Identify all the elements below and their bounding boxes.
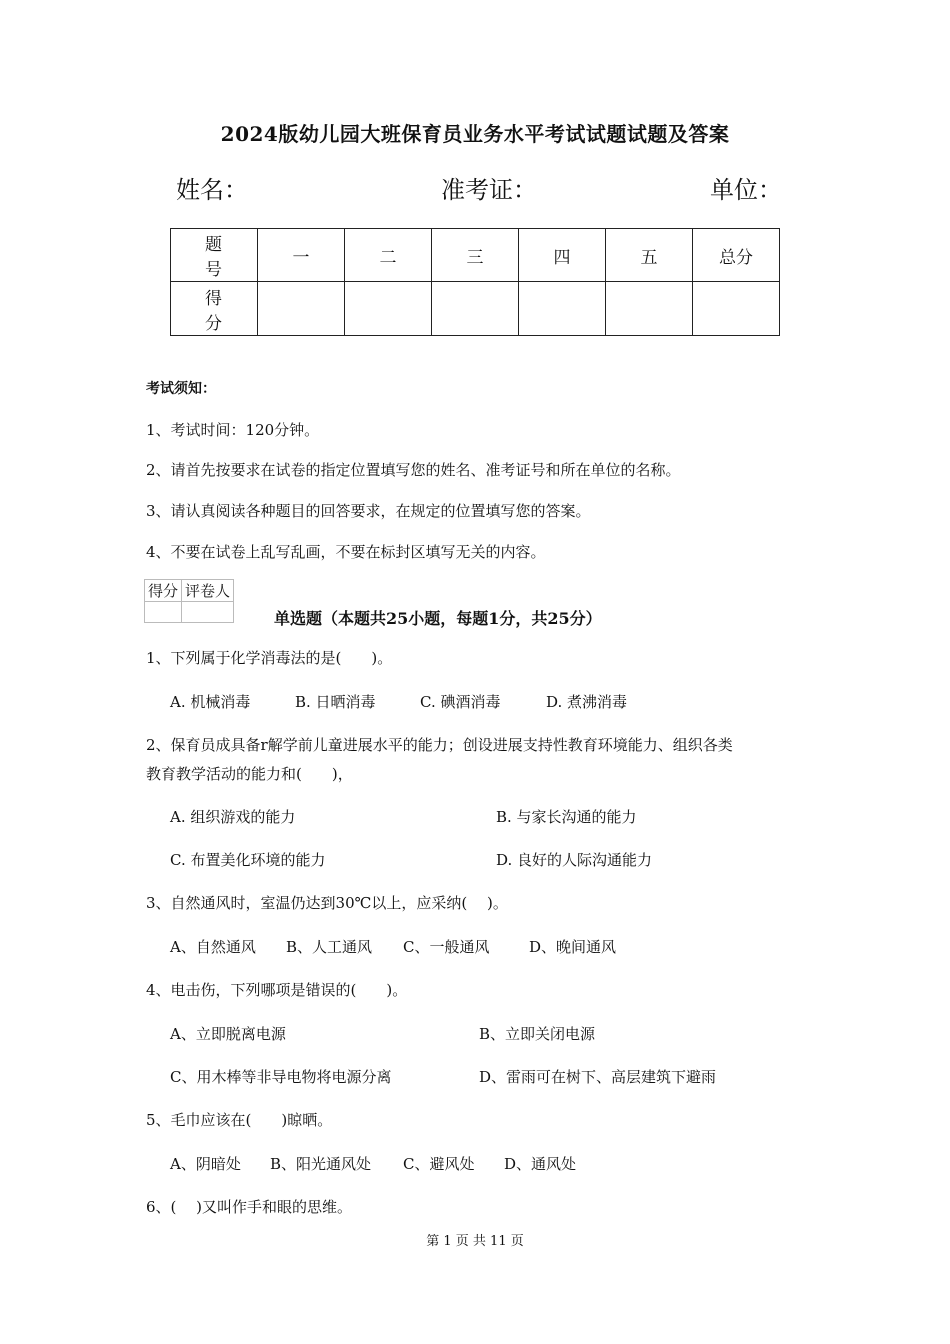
notes-title: 考试须知：	[146, 381, 216, 397]
note-item: 3、请认真阅读各种题目的回答要求，在规定的位置填写您的答案。	[146, 502, 591, 520]
score-col-1: 一	[258, 229, 345, 282]
name-label: 姓名：	[176, 176, 248, 204]
option-b[interactable]: B、人工通风	[286, 938, 373, 956]
note-item: 2、请首先按要求在试卷的指定位置填写您的姓名、准考证号和所在单位的名称。	[146, 461, 681, 479]
score-col-5: 五	[606, 229, 693, 282]
option-c[interactable]: C、避风处	[403, 1155, 475, 1173]
score-cell[interactable]	[606, 282, 693, 336]
grader-box	[144, 579, 234, 623]
score-col-total: 总分	[693, 229, 780, 282]
score-cell[interactable]	[345, 282, 432, 336]
option-d[interactable]: D、通风处	[504, 1155, 577, 1173]
score-col-4: 四	[519, 229, 606, 282]
grader-score-label: 得分	[145, 580, 182, 602]
score-table-header-row	[171, 229, 780, 282]
option-d[interactable]: D. 良好的人际沟通能力	[496, 851, 653, 869]
option-a[interactable]: A、自然通风	[170, 938, 256, 956]
grader-score-cell[interactable]	[145, 602, 182, 623]
score-cell[interactable]	[432, 282, 519, 336]
option-b[interactable]: B、立即关闭电源	[479, 1025, 596, 1043]
option-c[interactable]: C. 碘酒消毒	[420, 693, 501, 711]
question-number-label: 题 号	[171, 229, 258, 282]
option-c[interactable]: C、一般通风	[403, 938, 490, 956]
option-a[interactable]: A、阴暗处	[170, 1155, 241, 1173]
question-stem: 4、电击伤，下列哪项是错误的( )。	[146, 981, 408, 999]
score-label: 得 分	[171, 282, 258, 336]
score-col-2: 二	[345, 229, 432, 282]
score-cell[interactable]	[693, 282, 780, 336]
question-stem: 2、保育员成具备r解学前儿童进展水平的能力；创设进展支持性教育环境能力、组织各类	[146, 736, 733, 754]
note-item: 4、不要在试卷上乱写乱画，不要在标封区填写无关的内容。	[146, 543, 546, 561]
score-col-3: 三	[432, 229, 519, 282]
option-a[interactable]: A. 机械消毒	[170, 693, 251, 711]
option-b[interactable]: B. 日晒消毒	[295, 693, 376, 711]
note-item: 1、考试时间：120分钟。	[146, 421, 320, 439]
option-c[interactable]: C、用木棒等非导电物将电源分离	[170, 1068, 392, 1086]
option-a[interactable]: A、立即脱离电源	[170, 1025, 286, 1043]
exam-number-label: 准考证：	[441, 176, 537, 204]
section-title: 单选题（本题共25小题，每题1分，共25分）	[274, 609, 602, 628]
grader-reviewer-label: 评卷人	[182, 580, 234, 602]
option-b[interactable]: B. 与家长沟通的能力	[496, 808, 637, 826]
option-c[interactable]: C. 布置美化环境的能力	[170, 851, 326, 869]
option-b[interactable]: B、阳光通风处	[270, 1155, 372, 1173]
score-table-score-row	[171, 282, 780, 336]
question-stem-continued: 教育教学活动的能力和( )，	[146, 765, 353, 783]
option-d[interactable]: D、雷雨可在树下、高层建筑下避雨	[479, 1068, 717, 1086]
score-cell[interactable]	[258, 282, 345, 336]
grader-reviewer-cell[interactable]	[182, 602, 234, 623]
score-cell[interactable]	[519, 282, 606, 336]
unit-label: 单位：	[710, 176, 782, 204]
question-stem: 6、( )又叫作手和眼的思维。	[146, 1198, 353, 1216]
question-stem: 5、毛巾应该在( )晾晒。	[146, 1111, 333, 1129]
page-title: 2024版幼儿园大班保育员业务水平考试试题试题及答案	[220, 122, 730, 146]
option-d[interactable]: D、晚间通风	[529, 938, 617, 956]
question-stem: 3、自然通风时，室温仍达到30℃以上，应采纳( )。	[146, 894, 508, 912]
page-footer: 第 1 页 共 11 页	[426, 1234, 524, 1249]
score-table	[170, 228, 780, 336]
question-stem: 1、下列属于化学消毒法的是( )。	[146, 649, 393, 667]
option-d[interactable]: D. 煮沸消毒	[546, 693, 628, 711]
option-a[interactable]: A. 组织游戏的能力	[170, 808, 296, 826]
